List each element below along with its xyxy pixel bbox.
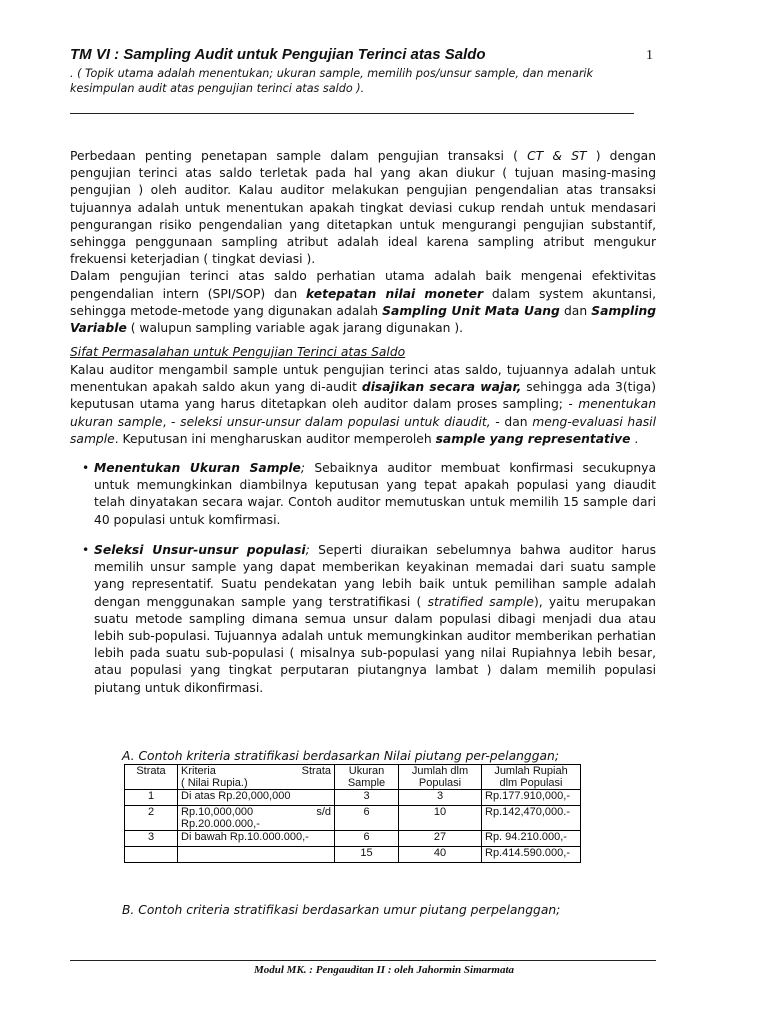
cell-empty	[178, 847, 335, 863]
table-total-row	[125, 847, 581, 863]
page-footer: Modul MK. : Pengauditan II : oleh Jahormin Simarmata	[253, 964, 515, 976]
section-heading: Sifat Permasalahan untuk Pengujian Terinci atas Saldo	[70, 345, 406, 359]
cell-rupiah: Rp.142,470,000.-	[482, 806, 581, 831]
paragraph-2	[70, 268, 656, 337]
th-rupiah-a: Jumlah Rupiah	[494, 765, 568, 777]
document-subtitle: . ( Topik utama adalah menentukan; ukuran sample, memilih pos/unsur sample, dan menarik kesimpulan audit atas pengujian terinci atas saldo ).	[70, 67, 594, 95]
bullet-1-text: Sebaiknya auditor membuat konfirmasi secukupnya untuk memungkinkan diambilnya keputusan yang tepat apakah populasi yang diaudit telah dinyatakan secara wajar. Contoh auditor memutuskan untuk memilih 15 sample dari 40 populasi untuk komfirmasi.	[94, 461, 656, 527]
cell-jumlah: 27	[399, 831, 482, 847]
total-rupiah: Rp.414.590.000,-	[482, 847, 581, 863]
cell-kriteria-sd: s/d	[316, 806, 331, 818]
para2-text-a: Dalam pengujian terinci atas saldo perhatian utama adalah baik mengenai efektivitas pengendalian intern (SPI/SOP) dan	[70, 269, 656, 301]
cell-jumlah: 3	[399, 790, 482, 806]
th-strata: Strata	[125, 765, 178, 790]
cell-ukuran: 6	[335, 831, 399, 847]
bullet-1-semi: ;	[300, 461, 306, 475]
th-ukuran-a: Ukuran	[348, 765, 385, 777]
intro-paragraphs	[70, 148, 656, 337]
th-rupiah-b: dlm Populasi	[499, 777, 563, 789]
cell-strata: 2	[125, 806, 178, 831]
sec-text-d: - dan	[490, 414, 533, 429]
th-kriteria-c: ( Nilai Rupia.)	[181, 777, 248, 789]
table-header-row	[125, 765, 581, 790]
cell-rupiah: Rp.177.910,000,-	[482, 790, 581, 806]
cell-strata: 3	[125, 831, 178, 847]
sec-text-e: . Keputusan ini mengharuskan auditor memperoleh	[114, 431, 436, 446]
sec-bold-a: disajikan secara wajar,	[361, 380, 522, 395]
cell-empty	[125, 847, 178, 863]
bullet-dot-icon: •	[82, 543, 90, 557]
bullet-2-text-b: ), yaitu merupakan suatu metode sampling dimana semua unsur dalam populasi dibagi menjadi dua atau lebih sub-populasi. Tujuannya adalah untuk memungkinkan auditor memberikan perhatian lebih pada suatu sub-populasi ( misalnya sub-populasi yang nilai Rupiahnya lebih besar, atau populasi yang tingkat perputaran piutangnya lambat ) dalam memilih populasi piutang untuk dikonfirmasi.	[94, 594, 656, 695]
table-row	[125, 806, 581, 831]
paragraph-1	[70, 148, 656, 268]
cell-rupiah: Rp. 94.210.000,-	[482, 831, 581, 847]
sec-text-c: , -	[162, 414, 181, 429]
section-paragraph	[70, 362, 656, 448]
para1-text-a: Perbedaan penting penetapan sample dalam pengujian transaksi (	[70, 149, 528, 163]
th-kriteria-a: Kriteria	[181, 765, 216, 777]
th-ukuran	[335, 765, 399, 790]
bullet-2-semi: ;	[305, 543, 310, 557]
th-kriteria	[178, 765, 335, 790]
th-jumlah-a: Jumlah dlm	[411, 765, 469, 777]
bullet-2-head: Seleksi Unsur-unsur populasi	[94, 543, 306, 557]
document-title: TM VI : Sampling Audit untuk Pengujian Terinci atas Saldo	[70, 46, 486, 63]
total-ukuran: 15	[335, 847, 399, 863]
table-row	[125, 831, 581, 847]
footer-divider	[70, 960, 656, 961]
caption-a: A. Contoh kriteria stratifikasi berdasarkan Nilai piutang per-pelanggan;	[122, 749, 559, 763]
cell-jumlah: 10	[399, 806, 482, 831]
cell-kriteria-a: Rp.10,000,000	[181, 806, 254, 818]
total-jumlah: 40	[399, 847, 482, 863]
para2-bold-c: Sampling Variable	[70, 303, 657, 336]
para2-text-d: ( walupun sampling variable agak jarang digunakan ).	[126, 321, 464, 336]
cell-kriteria-b: Rp.20.000.000,-	[181, 818, 260, 830]
cell-strata: 1	[125, 790, 178, 806]
stratification-table	[124, 764, 581, 863]
th-jumlah-b: Populasi	[418, 777, 462, 789]
sec-text-b: sehingga ada 3(tiga) keputusan utama yang harus ditetapkan oleh auditor dalam proses sampling; -	[70, 380, 656, 412]
sec-bold-b: sample yang representative	[435, 431, 631, 446]
sec-text-f: .	[630, 431, 639, 446]
para1-ctst: CT & ST	[527, 149, 587, 163]
bullet-2-text-a: Seperti diuraikan sebelumnya bahwa auditor harus memilih unsur sample yang dapat memberikan keyakinan memadai dari suatu sample yang representatif. Suatu pendekatan yang lebih baik untuk pemilihan sample adalah dengan menggunakan sample yang terstratifikasi (	[94, 543, 656, 609]
bullet-1-head: Menentukan Ukuran Sample	[94, 461, 301, 475]
sec-italic-a: menentukan ukuran sample	[70, 397, 656, 429]
page-number: 1	[646, 48, 653, 63]
sec-italic-c: meng-evaluasi hasil sample	[70, 414, 656, 446]
th-kriteria-b: Strata	[301, 765, 331, 777]
cell-kriteria: Di bawah Rp.10.000.000,-	[178, 831, 335, 847]
cell-ukuran: 3	[335, 790, 399, 806]
th-ukuran-b: Sample	[347, 777, 386, 789]
cell-kriteria: Di atas Rp.20,000,000	[178, 790, 335, 806]
caption-b: B. Contoh criteria stratifikasi berdasarkan umur piutang perpelanggan;	[122, 903, 561, 917]
para1-text-b: ) dengan pengujian terinci atas saldo terletak pada hal yang akan diukur ( tujuan masing-masing pengujian ) oleh auditor. Kalau auditor melakukan pengujian pengendalian atas transaksi tujuannya adalah untuk menentukan apakah tingkat deviasi cukup rendah untuk mendasari pengurangan risiko pengendalian yang ditetapkan untuk mengurangi pengujian substantif, sehingga penggunaan sampling atribut adalah ideal karena sampling atribut mengukur frekuensi keterjadian ( tingkat deviasi ).	[70, 149, 656, 267]
bullet-dot-icon: •	[82, 461, 90, 475]
sec-italic-b: seleksi unsur-unsur dalam populasi untuk diaudit,	[180, 414, 491, 429]
table-row	[125, 790, 581, 806]
sec-text-a: Kalau auditor mengambil sample untuk pengujian terinci atas saldo, tujuannya adalah untuk menentukan apakah saldo akun yang di-audit	[70, 363, 656, 395]
bullet-ukuran-sample	[82, 460, 656, 529]
para2-text-c: dan	[559, 303, 592, 318]
th-rupiah	[482, 765, 581, 790]
th-jumlah	[399, 765, 482, 790]
para2-text-b: dalam system akuntansi, sehingga metode-metode yang digunakan adalah	[70, 286, 656, 318]
bullet-2-italic: stratified sample	[427, 594, 534, 609]
para2-bold-a: ketepatan nilai moneter	[305, 286, 484, 301]
bullet-seleksi-unsur	[82, 542, 656, 697]
cell-ukuran: 6	[335, 806, 399, 831]
cell-kriteria	[178, 806, 335, 831]
para2-bold-b: Sampling Unit Mata Uang	[382, 303, 560, 318]
header-divider	[70, 113, 634, 114]
